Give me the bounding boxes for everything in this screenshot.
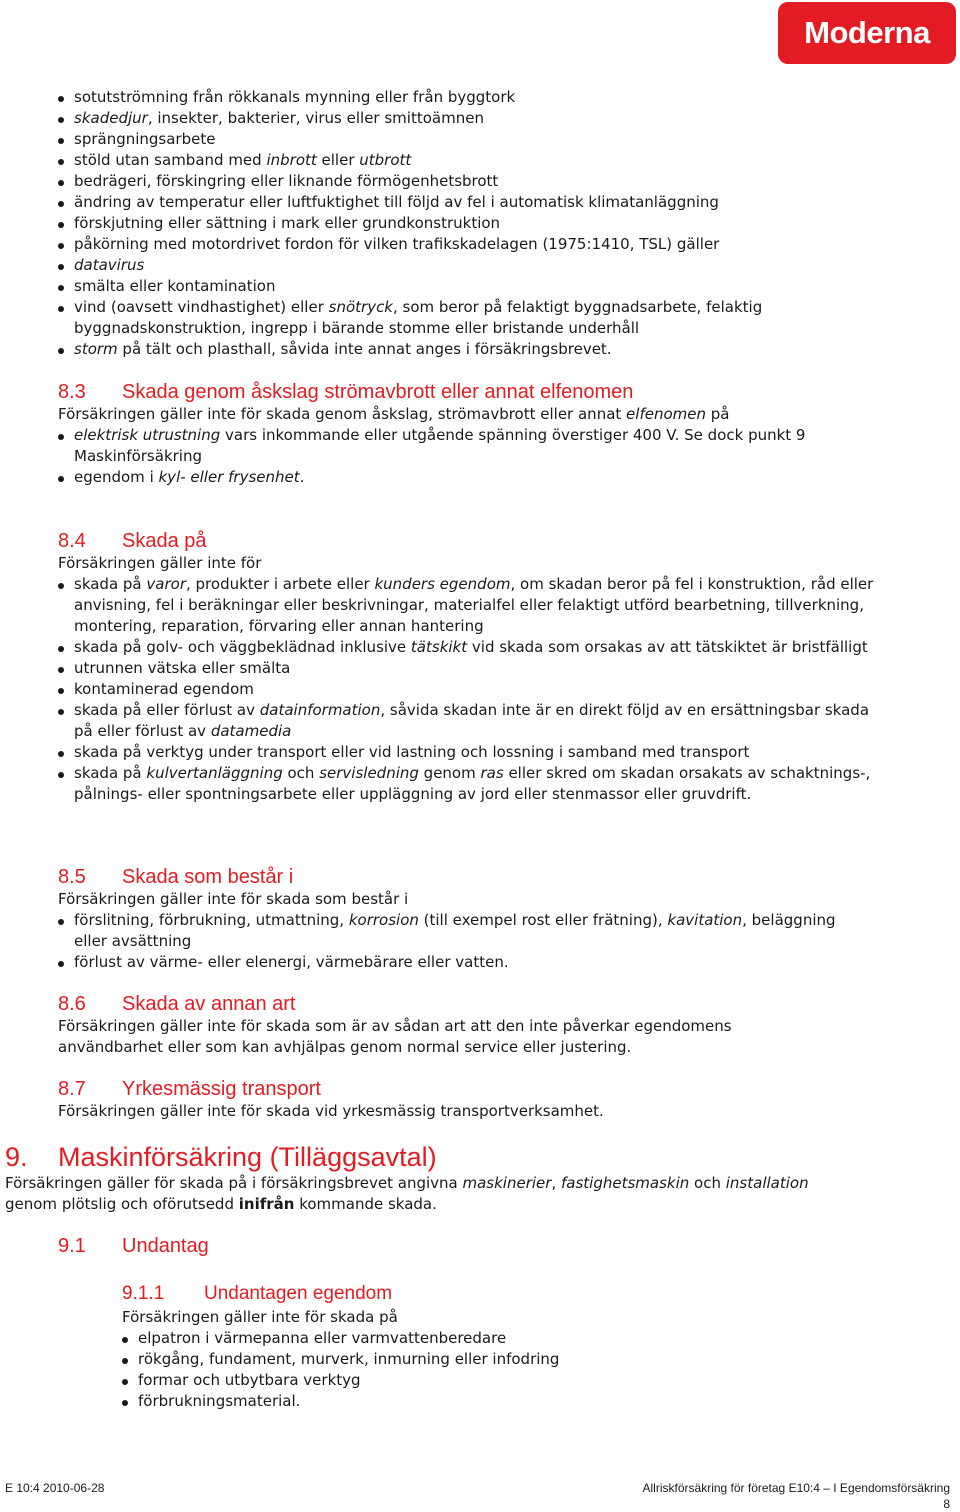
footer-doc-title: Allriskförsäkring för företag E10:4 – I Egendomsförsäkring (642, 1481, 950, 1495)
list-item: rökgång, fundament, murverk, inmurning eller infodring (122, 1349, 822, 1370)
list-item: kontaminerad egendom (58, 679, 883, 700)
chapter-9-heading: 9. Maskinförsäkring (Tilläggsavtal) (5, 1142, 437, 1172)
list-item: skada på eller förlust av datainformation, såvida skadan inte är en direkt följd av en ersättningsbar skada på eller förlust av datamedia (58, 700, 883, 742)
moderna-logo: Moderna (778, 2, 956, 64)
list-item: förbrukningsmaterial. (122, 1391, 822, 1412)
list-item: påkörning med motordrivet fordon för vilken trafikskadelagen (1975:1410, TSL) gäller (58, 234, 878, 255)
list-item: skada på verktyg under transport eller vid lastning och lossning i samband med transport (58, 742, 883, 763)
section-8-4-body (58, 553, 883, 805)
list-item: förslitning, förbrukning, utmattning, korrosion (till exempel rost eller frätning), kavitation, beläggning eller avsättning (58, 910, 858, 952)
section-8-5-body (58, 889, 858, 973)
section-8-3-body (58, 404, 858, 488)
section-intro: Försäkringen gäller inte för (58, 554, 262, 572)
section-8-3-heading: 8.3 Skada genom åskslag strömavbrott eller annat elfenomen (58, 381, 634, 403)
list-item: elpatron i värmepanna eller varmvattenberedare (122, 1328, 822, 1349)
section-9-1-1-body (122, 1307, 822, 1412)
section-9-1-heading: 9.1 Undantag (58, 1235, 209, 1257)
exclusion-list-top (58, 87, 878, 360)
list-item: formar och utbytbara verktyg (122, 1370, 822, 1391)
section-intro: Försäkringen gäller inte för skada på (122, 1308, 398, 1326)
list-item: skada på kulvertanläggning och servisledning genom ras eller skred om skadan orsakats av schaktnings-, pålnings- eller spontningsarbete eller uppläggning av jord eller stenmassor eller gruvdrift. (58, 763, 883, 805)
list-item: bedrägeri, förskingring eller liknande förmögenhetsbrott (58, 171, 878, 192)
list-item: datavirus (58, 255, 878, 276)
section-8-4-heading: 8.4 Skada på (58, 530, 207, 552)
section-8-6-body (58, 1016, 828, 1058)
list-item: storm på tält och plasthall, såvida inte annat anges i försäkringsbrevet. (58, 339, 878, 360)
chapter-9-body (5, 1173, 825, 1215)
list-item: elektrisk utrustning vars inkommande eller utgående spänning överstiger 400 V. Se dock punkt 9 Maskinförsäkring (58, 425, 834, 467)
list-item: utrunnen vätska eller smälta (58, 658, 883, 679)
section-8-5-heading: 8.5 Skada som består i (58, 866, 294, 888)
list-item: skada på golv- och väggbeklädnad inklusive tätskikt vid skada som orsakas av att tätskiktet är bristfälligt (58, 637, 883, 658)
list-item: smälta eller kontamination (58, 276, 878, 297)
list-item: förlust av värme- eller elenergi, värmebärare eller vatten. (58, 952, 858, 973)
page-number: 8 (943, 1497, 950, 1511)
list-item: förskjutning eller sättning i mark eller grundkonstruktion (58, 213, 878, 234)
list-item: sotutströmning från rökkanals mynning eller från byggtork (58, 87, 878, 108)
list-item: skadedjur, insekter, bakterier, virus eller smittoämnen (58, 108, 878, 129)
section-intro: Försäkringen gäller inte för skada som består i (58, 890, 409, 908)
list-item: ändring av temperatur eller luftfuktighet till följd av fel i automatisk klimatanläggning (58, 192, 878, 213)
section-8-7-heading: 8.7 Yrkesmässig transport (58, 1078, 321, 1100)
section-8-7-body (58, 1101, 858, 1122)
list-item: sprängningsarbete (58, 129, 878, 150)
section-8-6-heading: 8.6 Skada av annan art (58, 993, 296, 1015)
list-item: egendom i kyl- eller frysenhet. (58, 467, 858, 488)
list-item: stöld utan samband med inbrott eller utbrott (58, 150, 878, 171)
list-item: skada på varor, produkter i arbete eller kunders egendom, om skadan beror på fel i konstruktion, råd eller anvisning, fel i beräkningar eller beskrivningar, materialfel eller felaktigt utförd bearbetning, tillverkning, montering, reparation, förvaring eller annan hantering (58, 574, 883, 637)
list-item: vind (oavsett vindhastighet) eller snötryck, som beror på felaktigt byggnadsarbete, felaktig byggnadskonstruktion, ingrepp i bärande stomme eller bristande underhåll (58, 297, 878, 339)
section-9-1-1-heading: 9.1.1 Undantagen egendom (122, 1283, 393, 1304)
footer-doc-id: E 10:4 2010-06-28 (5, 1481, 105, 1495)
section-text: Försäkringen gäller för skada på i försäkringsbrevet angivna maskinerier, fastighetsmaskin och installation genom plötslig och oförutsedd inifrån kommande skada. (5, 1174, 809, 1213)
section-intro: Försäkringen gäller inte för skada genom åskslag, strömavbrott eller annat elfenomen på (58, 405, 730, 423)
section-text: Försäkringen gäller inte för skada vid yrkesmässig transportverksamhet. (58, 1102, 604, 1120)
section-text: Försäkringen gäller inte för skada som är av sådan art att den inte påverkar egendomens användbarhet eller som kan avhjälpas genom normal service eller justering. (58, 1017, 732, 1056)
